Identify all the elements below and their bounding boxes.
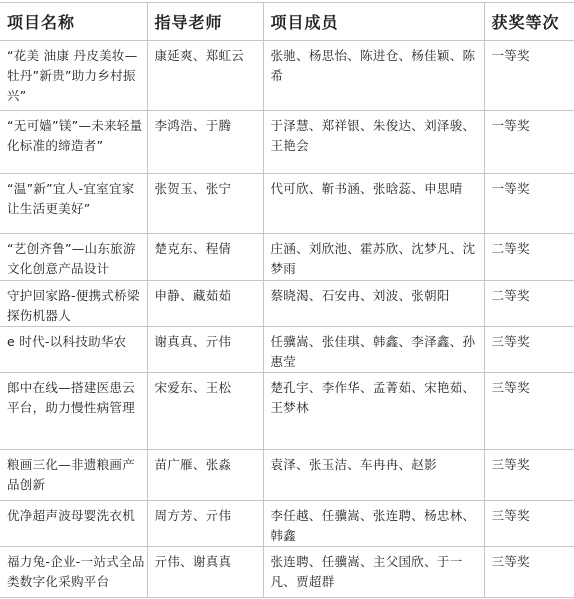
advisor-cell: 楚克东、程倩	[147, 234, 263, 281]
advisor-cell: 宋爱东、王松	[147, 373, 263, 450]
members-cell: 庄涵、刘欣池、霍苏欣、沈梦凡、沈梦雨	[263, 234, 484, 281]
award-cell: 三等奖	[484, 450, 574, 501]
members-cell: 张连聘、任骥嵩、主父国欣、于一凡、贾超群	[263, 547, 484, 598]
table-row	[0, 450, 574, 501]
members-cell: 李任越、任骥嵩、张连聘、杨忠林、韩鑫	[263, 501, 484, 547]
advisor-cell: 苗广雁、张淼	[147, 450, 263, 501]
project-name-cell: “温”新”宜人-宜室宜家让生活更美好”	[0, 174, 147, 234]
advisor-cell: 张贺玉、张宁	[147, 174, 263, 234]
table-header-row	[0, 3, 574, 41]
table-row	[0, 111, 574, 174]
advisor-cell: 申静、藏茹茹	[147, 281, 263, 327]
members-cell: 代可欣、靳书涵、张晗蕊、申思晴	[263, 174, 484, 234]
award-cell: 三等奖	[484, 547, 574, 598]
header-advisor: 指导老师	[147, 3, 263, 41]
advisor-cell: 康延爽、郑虹云	[147, 41, 263, 111]
table-row	[0, 174, 574, 234]
project-name-cell: “无可嫱”镁”—未来轻量化标准的缔造者”	[0, 111, 147, 174]
project-name-cell: 郎中在线—搭建医患云平台，助力慢性病管理	[0, 373, 147, 450]
header-award: 获奖等次	[484, 3, 574, 41]
project-name-cell: 粮画三化—非遗粮画产品创新	[0, 450, 147, 501]
award-cell: 二等奖	[484, 234, 574, 281]
members-cell: 楚孔宇、李作华、孟菁茹、宋艳茹、王梦林	[263, 373, 484, 450]
project-name-cell: 优净超声波母婴洗衣机	[0, 501, 147, 547]
award-cell: 三等奖	[484, 501, 574, 547]
advisor-cell: 李鸿浩、于腾	[147, 111, 263, 174]
members-cell: 于泽慧、郑祥银、朱俊达、刘泽骏、王艳会	[263, 111, 484, 174]
project-name-cell: 福力兔-企业-一站式全品类数字化采购平台	[0, 547, 147, 598]
project-name-cell: e 时代-以科技助华农	[0, 327, 147, 373]
header-project-name: 项目名称	[0, 3, 147, 41]
table-row	[0, 41, 574, 111]
award-cell: 二等奖	[484, 281, 574, 327]
table-row	[0, 501, 574, 547]
project-name-cell: “艺创齐鲁”—山东旅游文化创意产品设计	[0, 234, 147, 281]
table-row	[0, 327, 574, 373]
table-row	[0, 373, 574, 450]
members-cell: 任骥嵩、张佳琪、韩鑫、李泽鑫、孙惠莹	[263, 327, 484, 373]
award-cell: 一等奖	[484, 174, 574, 234]
members-cell: 蔡晓渴、石安冉、刘波、张朝阳	[263, 281, 484, 327]
members-cell: 张驰、杨思怡、陈进仓、杨佳颖、陈希	[263, 41, 484, 111]
advisor-cell: 亓伟、谢真真	[147, 547, 263, 598]
award-cell: 三等奖	[484, 373, 574, 450]
table-row	[0, 547, 574, 598]
table-row	[0, 281, 574, 327]
advisor-cell: 周方芳、亓伟	[147, 501, 263, 547]
table-row	[0, 234, 574, 281]
advisor-cell: 谢真真、亓伟	[147, 327, 263, 373]
project-name-cell: 守护回家路-便携式桥梁探伤机器人	[0, 281, 147, 327]
award-cell: 一等奖	[484, 111, 574, 174]
project-name-cell: “花美 油康 丹皮美妆—牡丹”新贵”助力乡村振兴”	[0, 41, 147, 111]
awards-table	[0, 2, 574, 598]
award-cell: 三等奖	[484, 327, 574, 373]
header-members: 项目成员	[263, 3, 484, 41]
members-cell: 袁泽、张玉洁、车冉冉、赵影	[263, 450, 484, 501]
award-cell: 一等奖	[484, 41, 574, 111]
